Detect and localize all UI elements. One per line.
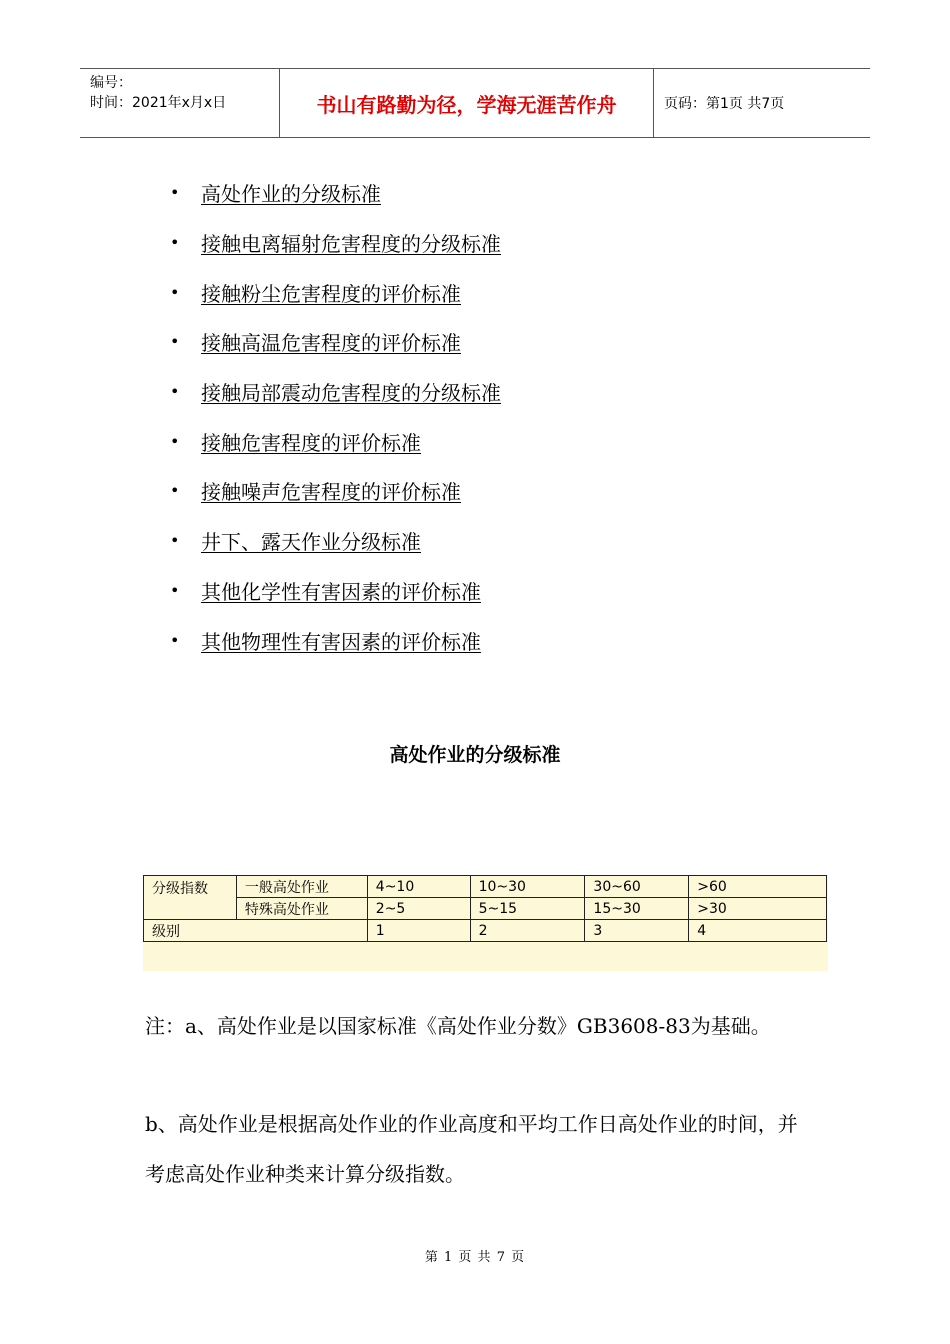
table-cell: 4~10 xyxy=(367,876,470,898)
table-cell: >30 xyxy=(689,898,827,920)
page-header xyxy=(80,68,870,138)
table-cell: 3 xyxy=(585,920,689,942)
table-cell: 5~15 xyxy=(470,898,585,920)
toc-item xyxy=(170,367,501,417)
table-cell: >60 xyxy=(689,876,827,898)
note-a: 注：a、高处作业是以国家标准《高处作业分数》GB3608-83为基础。 xyxy=(145,1014,771,1038)
toc-link[interactable]: 其他物理性有害因素的评价标准 xyxy=(201,629,481,654)
index-label-cell: 分级指数 xyxy=(144,876,237,920)
table-cell: 2 xyxy=(470,920,585,942)
toc-link[interactable]: 接触高温危害程度的评价标准 xyxy=(201,331,461,356)
toc-item xyxy=(170,416,501,466)
table-cell: 4 xyxy=(689,920,827,942)
toc-item xyxy=(170,566,501,616)
header-page-info: 页码：第1页 共7页 xyxy=(664,96,785,112)
table-row xyxy=(144,920,827,942)
toc-link[interactable]: 井下、露天作业分级标准 xyxy=(201,530,421,555)
bullet-icon: • xyxy=(170,580,180,600)
toc-item xyxy=(170,516,501,566)
table-row xyxy=(144,876,827,898)
level-label-cell: 级别 xyxy=(144,920,368,942)
toc-link[interactable]: 高处作业的分级标准 xyxy=(201,182,381,207)
time-label: 时间：2021年x月x日 xyxy=(90,95,227,111)
note-b: b、高处作业是根据高处作业的作业高度和平均工作日高处作业的时间，并考虑高处作业种类来计算分级指数。 xyxy=(145,1112,798,1186)
table-cell: 10~30 xyxy=(470,876,585,898)
toc-item xyxy=(170,466,501,516)
toc-item xyxy=(170,317,501,367)
toc-item xyxy=(170,168,501,218)
header-meta xyxy=(80,69,280,137)
table-cell: 30~60 xyxy=(585,876,689,898)
code-label: 编号： xyxy=(90,75,132,91)
page-footer: 第 1 页 共 7 页 xyxy=(424,1250,526,1265)
table-row xyxy=(144,898,827,920)
toc-list xyxy=(170,168,501,665)
general-label-cell: 一般高处作业 xyxy=(236,876,367,898)
bullet-icon: • xyxy=(170,332,180,352)
bullet-icon: • xyxy=(170,282,180,302)
toc-link[interactable]: 接触危害程度的评价标准 xyxy=(201,430,421,455)
toc-link[interactable]: 其他化学性有害因素的评价标准 xyxy=(201,579,481,604)
special-label-cell: 特殊高处作业 xyxy=(236,898,367,920)
section-title: 高处作业的分级标准 xyxy=(389,744,561,766)
bullet-icon: • xyxy=(170,481,180,501)
bullet-icon: • xyxy=(170,183,180,203)
bullet-icon: • xyxy=(170,233,180,253)
toc-link[interactable]: 接触粉尘危害程度的评价标准 xyxy=(201,281,461,306)
bullet-icon: • xyxy=(170,382,180,402)
grade-table xyxy=(143,875,827,942)
table-cell: 15~30 xyxy=(585,898,689,920)
header-motto: 书山有路勤为径，学海无涯苦作舟 xyxy=(280,69,654,137)
table-cell: 2~5 xyxy=(367,898,470,920)
table-cell: 1 xyxy=(367,920,470,942)
toc-link[interactable]: 接触电离辐射危害程度的分级标准 xyxy=(201,232,501,257)
toc-item xyxy=(170,615,501,665)
bullet-icon: • xyxy=(170,531,180,551)
toc-item xyxy=(170,218,501,268)
bullet-icon: • xyxy=(170,431,180,451)
toc-link[interactable]: 接触噪声危害程度的评价标准 xyxy=(201,480,461,505)
grade-table-wrapper xyxy=(143,875,828,971)
bullet-icon: • xyxy=(170,630,180,650)
toc-link[interactable]: 接触局部震动危害程度的分级标准 xyxy=(201,381,501,406)
toc-item xyxy=(170,267,501,317)
